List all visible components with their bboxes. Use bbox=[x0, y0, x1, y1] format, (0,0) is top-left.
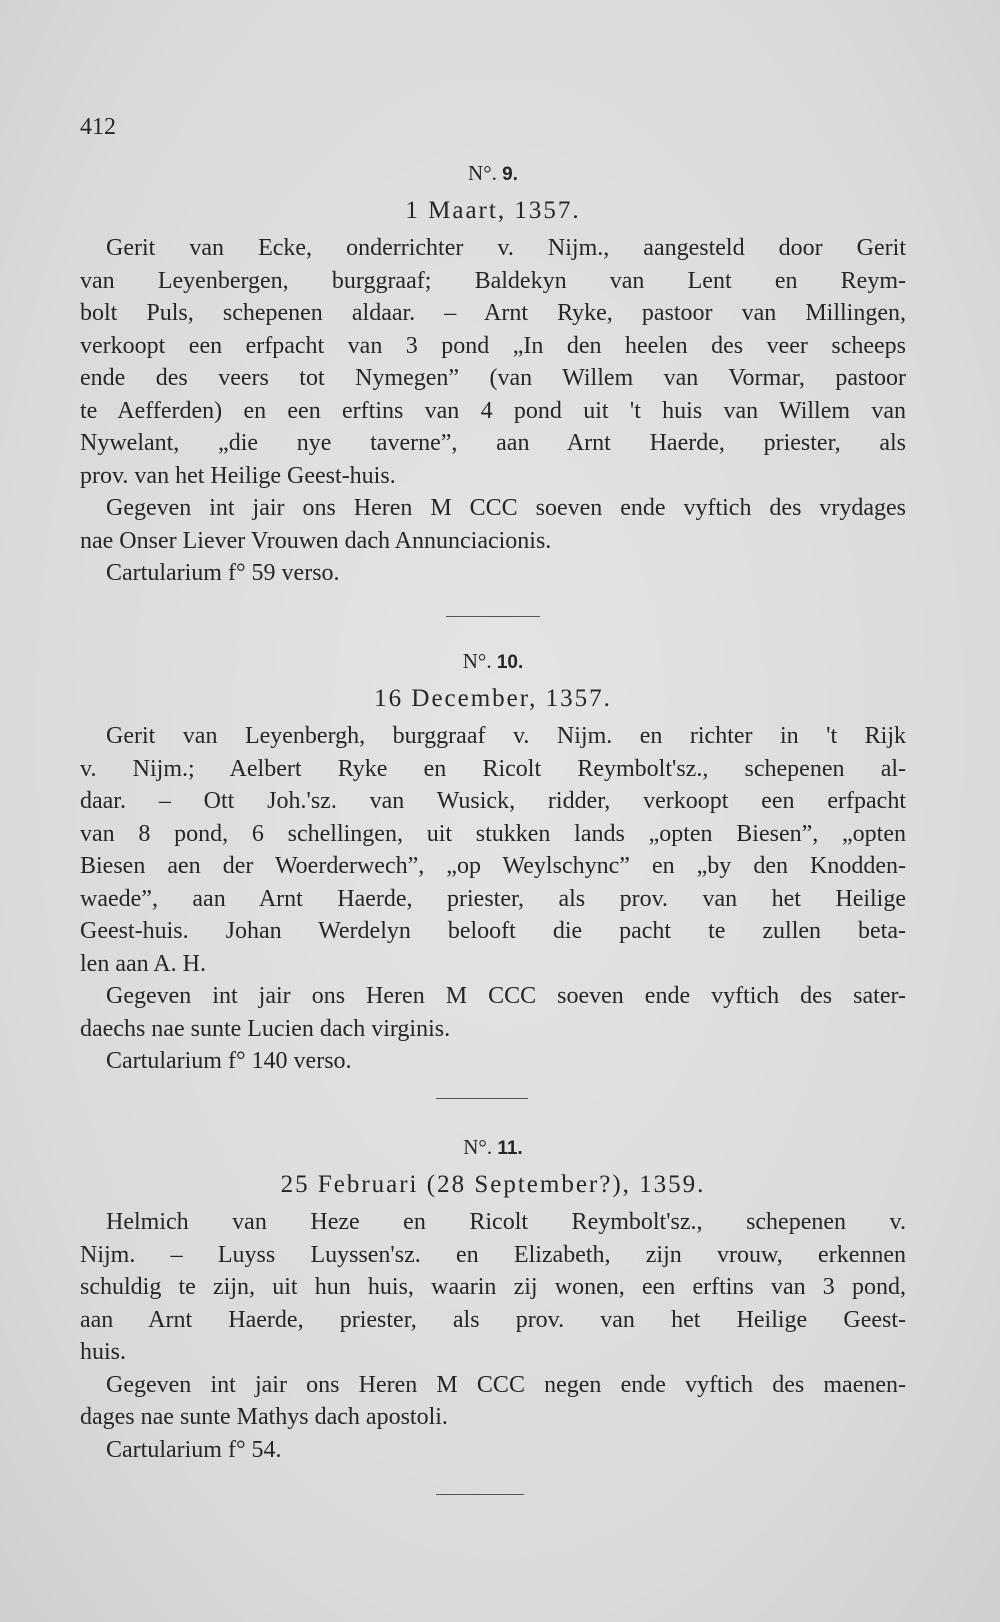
body-line: daar. – Ott Joh.'sz. van Wusick, ridder, verkoopt een erfpacht bbox=[80, 788, 906, 814]
body-line: Helmich van Heze en Ricolt Reymbolt'sz., schepenen v. bbox=[106, 1209, 906, 1235]
body-line: prov. van het Heilige Geest-huis. bbox=[80, 462, 396, 489]
section-divider bbox=[436, 1098, 528, 1099]
source-reference: Cartularium f° 54. bbox=[106, 1436, 282, 1463]
body-line: Gegeven int jair ons Heren M CCC negen ende vyftich des maenen- bbox=[106, 1371, 906, 1398]
entry-body bbox=[80, 232, 906, 590]
body-line: Gerit van Leyenbergh, burggraaf v. Nijm. en richter in 't Rijk bbox=[106, 723, 906, 749]
body-line: Gegeven int jair ons Heren M CCC soeven ende vyftich des sater- bbox=[106, 983, 906, 1009]
body-line: schuldig te zijn, uit hun huis, waarin zij wonen, een erftins van 3 pond, bbox=[80, 1274, 906, 1300]
body-line: Gegeven int jair ons Heren M CCC soeven ende vyftich des vrydages bbox=[106, 495, 906, 521]
entry-number bbox=[80, 646, 906, 678]
entry-number-prefix: N°. bbox=[468, 161, 497, 185]
entry-number-prefix: N°. bbox=[463, 1135, 493, 1159]
page-number: 412 bbox=[80, 114, 116, 140]
entry-number-value: 11. bbox=[497, 1138, 523, 1159]
charter-entry bbox=[80, 646, 906, 1078]
body-line: dages nae sunte Mathys dach apostoli. bbox=[80, 1404, 448, 1430]
body-line: len aan A. H. bbox=[80, 950, 206, 977]
section-divider bbox=[446, 616, 540, 617]
entry-number-prefix: N°. bbox=[462, 649, 492, 673]
entry-number bbox=[80, 1132, 906, 1164]
body-line: nae Onser Liever Vrouwen dach Annunciacionis. bbox=[80, 527, 552, 554]
body-line: te Aefferden) en een erftins van 4 pond uit 't huis van Willem van bbox=[80, 397, 906, 424]
body-line: van 8 pond, 6 schellingen, uit stukken lands „opten Biesen”, „opten bbox=[80, 820, 906, 847]
entry-number-value: 10. bbox=[496, 652, 524, 673]
entry-body bbox=[80, 1206, 906, 1466]
body-line: aan Arnt Haerde, priester, als prov. van het Heilige Geest- bbox=[80, 1306, 906, 1333]
body-line: van Leyenbergen, burggraaf; Baldekyn van Lent en Reym- bbox=[80, 267, 906, 294]
body-line: Nijm. – Luyss Luyssen'sz. en Elizabeth, zijn vrouw, erkennen bbox=[80, 1241, 906, 1268]
charter-entry bbox=[80, 158, 906, 590]
body-line: Biesen aen der Woerderwech”, „op Weylschync” en „by den Knodden- bbox=[80, 853, 906, 879]
body-line: bolt Puls, schepenen aldaar. – Arnt Ryke, pastoor van Millingen, bbox=[80, 300, 906, 326]
body-line: Gerit van Ecke, onderrichter v. Nijm., aangesteld door Gerit bbox=[106, 235, 906, 261]
source-reference: Cartularium f° 140 verso. bbox=[106, 1048, 352, 1074]
body-line: daechs nae sunte Lucien dach virginis. bbox=[80, 1015, 451, 1042]
body-line: Geest-huis. Johan Werdelyn belooft die pacht te zullen beta- bbox=[80, 918, 906, 944]
entry-date: 16 December, 1357. bbox=[374, 685, 612, 712]
entry-number bbox=[80, 158, 906, 190]
charter-entry bbox=[80, 1132, 906, 1466]
body-line: waede”, aan Arnt Haerde, priester, als prov. van het Heilige bbox=[80, 885, 906, 912]
entry-date: 1 Maart, 1357. bbox=[405, 197, 581, 224]
source-reference: Cartularium f° 59 verso. bbox=[106, 560, 340, 586]
entry-date: 25 Februari (28 September?), 1359. bbox=[280, 1171, 706, 1198]
section-divider bbox=[436, 1494, 524, 1495]
body-line: v. Nijm.; Aelbert Ryke en Ricolt Reymbolt'sz., schepenen al- bbox=[80, 755, 906, 782]
body-line: ende des veers tot Nymegen” (van Willem van Vormar, pastoor bbox=[80, 365, 906, 391]
entry-body bbox=[80, 720, 906, 1078]
body-line: huis. bbox=[80, 1339, 127, 1365]
body-line: verkoopt een erfpacht van 3 pond „In den heelen des veer scheeps bbox=[80, 332, 906, 359]
entry-number-value: 9. bbox=[502, 164, 518, 185]
body-line: Nywelant, „die nye taverne”, aan Arnt Haerde, priester, als bbox=[80, 430, 906, 456]
